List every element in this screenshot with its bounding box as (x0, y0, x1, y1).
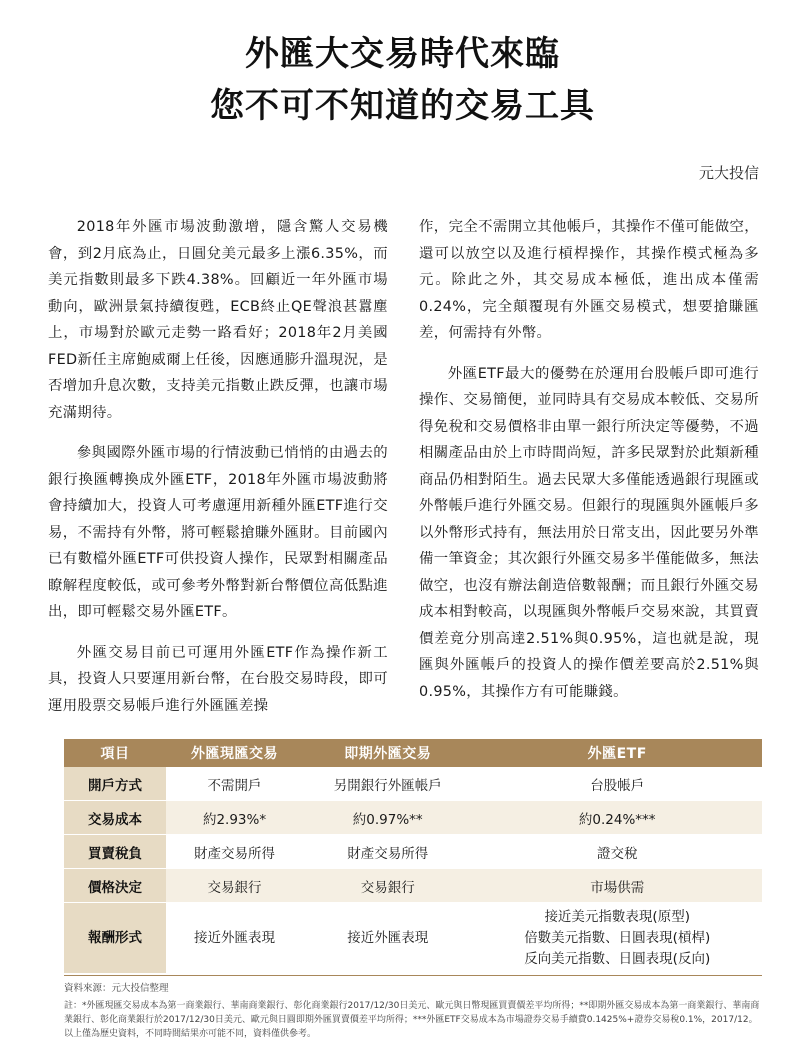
table-cell: 接近外匯表現 (166, 903, 303, 974)
table-row (64, 835, 762, 869)
table-cell: 交易銀行 (303, 869, 472, 903)
paragraph: 參與國際外匯市場的行情波動已悄悄的由過去的銀行換匯轉換成外匯ETF，2018年外匯市場波動將會持續加大，投資人可考慮運用新種外匯ETF進行交易，不需持有外幣，將可輕鬆搶賺外匯財。目前國內已有數檔外匯ETF可供投資人操作，民眾對相關產品瞭解程度較低，或可參考外幣對新台幣價位高低點進出，即可輕鬆交易外匯ETF。 (48, 445, 388, 620)
table-row (64, 767, 762, 801)
table-cell: 約2.93%* (166, 801, 303, 835)
article-title-line2: 您不可不知道的交易工具 (210, 86, 595, 126)
table-cell: 不需開戶 (166, 767, 303, 801)
table-header-cell: 外匯ETF (472, 739, 762, 767)
comparison-table (64, 739, 762, 974)
table-cell: 另開銀行外匯帳戶 (303, 767, 472, 801)
author-name: 元大投信 (698, 164, 759, 182)
table-row (64, 801, 762, 835)
row-label: 交易成本 (64, 801, 166, 835)
row-label: 價格決定 (64, 869, 166, 903)
paragraph: 作，完全不需開立其他帳戶，其操作不僅可能做空，還可以放空以及進行槓桿操作，其操作模式極為多元。除此之外，其交易成本極低，進出成本僅需0.24%，完全顛覆現有外匯交易模式，想要搶賺匯差，何需持有外幣。 (419, 219, 759, 341)
table-cell: 財產交易所得 (303, 835, 472, 869)
table-header-cell: 即期外匯交易 (303, 739, 472, 767)
table-cell: 接近外匯表現 (303, 903, 472, 974)
row-label: 開戶方式 (64, 767, 166, 801)
table-header-cell: 外匯現匯交易 (166, 739, 303, 767)
table-cell: 台股帳戶 (472, 767, 762, 801)
table-row (64, 903, 762, 974)
table-cell: 市場供需 (472, 869, 762, 903)
paragraph: 外匯ETF最大的優勢在於運用台股帳戶即可進行操作、交易簡便，並同時具有交易成本較低、交易所得免稅和交易價格非由單一銀行所決定等優勢，不過相關產品由於上市時間尚短，許多民眾對於此類新種商品仍相對陌生。過去民眾大多僅能透過銀行現匯或外幣帳戶進行外匯交易。但銀行的現匯與外匯帳戶多以外幣形式持有，無法用於日常支出，因此要另外準備一筆資金；其次銀行外匯交易多半僅能做多，無法做空，也沒有辦法創造倍數報酬；而且銀行外匯交易成本相對較高，以現匯與外幣帳戶交易來說，其買賣價差竟分別高達2.51%與0.95%，這也就是說，現匯與外匯帳戶的投資人的操作價差要高於2.51%與0.95%，其操作方有可能賺錢。 (419, 365, 759, 700)
table-cell: 財產交易所得 (166, 835, 303, 869)
paragraph: 外匯交易目前已可運用外匯ETF作為操作新工具，投資人只要運用新台幣，在台股交易時段，即可運用股票交易帳戶進行外匯匯差操 (48, 644, 388, 714)
article-column-right (419, 214, 759, 719)
row-label: 買賣稅負 (64, 835, 166, 869)
row-label: 報酬形式 (64, 903, 166, 974)
data-source: 資料來源：元大投信整理 (64, 983, 169, 994)
table-cell: 約0.97%** (303, 801, 472, 835)
footnote: 註：*外匯現匯交易成本為第一商業銀行、華南商業銀行、彰化商業銀行2017/12/30日美元、歐元與日幣現匯買賣價差平均所得；**即期外匯交易成本為第一商業銀行、華南商業銀行、彰化商業銀行於2017/12/30日美元、歐元與日圓即期外匯買賣價差平均所得；***外匯ETF交易成本為市場證券交易手續費0.1425%+證券交易稅0.1%，2017/12。以上僅為歷史資料，不同時間結果亦可能不同，資料僅供參考。 (64, 1001, 760, 1039)
table-cell: 約0.24%*** (472, 801, 762, 835)
table-footnotes (64, 975, 762, 1041)
table-header-row (64, 739, 762, 767)
article-column-left (48, 214, 388, 733)
table-cell: 證交稅 (472, 835, 762, 869)
table-cell: 交易銀行 (166, 869, 303, 903)
article-title-line1: 外匯大交易時代來臨 (245, 34, 560, 74)
table-cell: 接近美元指數表現(原型) 倍數美元指數、日圓表現(槓桿) 反向美元指數、日圓表現(反向) (472, 903, 762, 974)
table-header-cell: 項目 (64, 739, 166, 767)
paragraph: 2018年外匯市場波動激增，隱含驚人交易機會，到2月底為止，日圓兌美元最多上漲6.35%，而美元指數則最多下跌4.38%。回顧近一年外匯市場動向，歐洲景氣持續復甦，ECB終止QE聲浪甚囂塵上，市場對於歐元走勢一路看好；2018年2月美國FED新任主席鮑威爾上任後，因應通膨升溫現況，是否增加升息次數，支持美元指數止跌反彈，也讓市場充滿期待。 (48, 219, 388, 421)
table-row (64, 869, 762, 903)
